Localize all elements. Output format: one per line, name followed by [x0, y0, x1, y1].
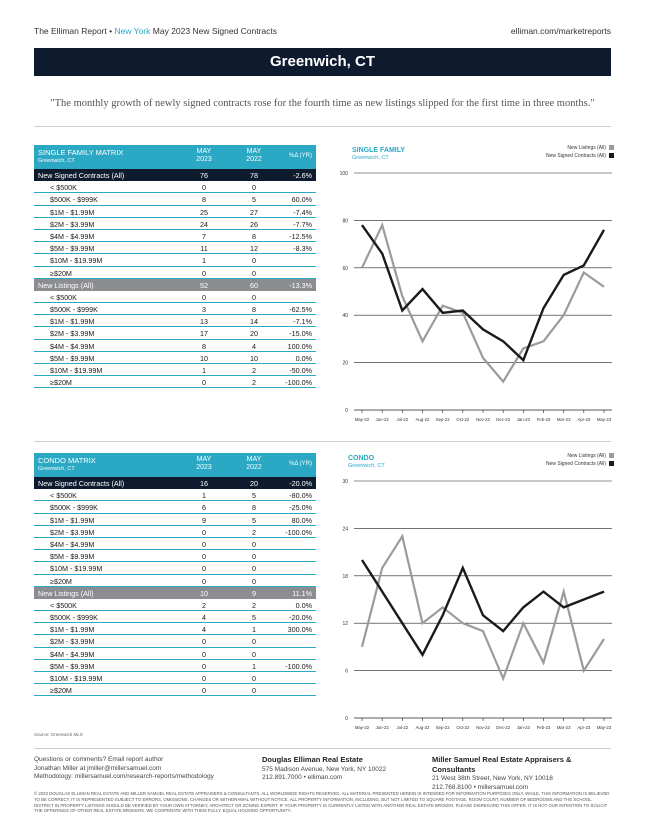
- value-2023: 0: [202, 527, 206, 537]
- value-2023: 16: [200, 479, 208, 488]
- row-label: $2M - $3.99M: [50, 219, 95, 229]
- value-2022: 12: [250, 244, 258, 254]
- col-head-2022: [234, 456, 274, 472]
- x-tick-label: Jun-22: [375, 725, 389, 730]
- value-2022: 2: [252, 527, 256, 537]
- x-tick-label: Feb-23: [536, 417, 551, 422]
- contact-line: Questions or comments? Email report author: [34, 756, 164, 763]
- value-2023: 10: [200, 588, 208, 598]
- value-2023: 6: [202, 503, 206, 513]
- table-row: [34, 489, 316, 501]
- source-note: Source: Greenwich MLS: [34, 732, 83, 737]
- value-pct-change: -100.0%: [285, 527, 312, 537]
- value-2022: 5: [252, 491, 256, 501]
- row-label: < $500K: [50, 183, 77, 193]
- value-2022: 8: [252, 503, 256, 513]
- contact-line[interactable]: Jonathan Miller at jmiller@millersamuel.com: [34, 764, 162, 772]
- table-row: [34, 501, 316, 513]
- x-tick-label: Oct-22: [456, 725, 470, 730]
- value-2023: 3: [202, 305, 206, 315]
- value-2022: 10: [250, 353, 258, 363]
- report-topbar: [34, 26, 611, 40]
- report-city: New York: [114, 26, 151, 36]
- x-tick-label: Sep-22: [435, 417, 450, 422]
- y-tick-label: 80: [342, 218, 348, 225]
- x-tick-label: May-22: [354, 725, 370, 730]
- table-row: [34, 684, 316, 696]
- row-label: ≥$20M: [50, 576, 72, 586]
- value-2022: 0: [252, 256, 256, 266]
- row-label: $500K - $999K: [50, 195, 98, 205]
- row-label: $2M - $3.99M: [50, 637, 95, 647]
- value-pct-change: -7.1%: [293, 317, 312, 327]
- table-row: [34, 562, 316, 574]
- single-family-plot: [334, 145, 614, 430]
- row-label: < $500K: [50, 491, 77, 501]
- legend-label: New Listings (All): [567, 145, 606, 151]
- value-2023: 0: [202, 564, 206, 574]
- value-2023: 8: [202, 341, 206, 351]
- divider: [34, 126, 611, 127]
- value-pct-change: 100.0%: [287, 341, 312, 351]
- x-tick-label: Dec-22: [496, 725, 511, 730]
- chart-title: SINGLE FAMILY: [352, 147, 406, 154]
- value-pct-change: -8.3%: [293, 244, 312, 254]
- row-label: ≥$20M: [50, 686, 72, 696]
- value-2022: 0: [252, 183, 256, 193]
- value-2022: 4: [252, 341, 256, 351]
- y-tick-label: 12: [342, 621, 348, 628]
- row-label: $10M - $19.99M: [50, 564, 103, 574]
- row-label: ≥$20M: [50, 378, 72, 388]
- value-pct-change: 300.0%: [287, 625, 312, 635]
- value-pct-change: -15.0%: [289, 329, 312, 339]
- de-phone[interactable]: 212.891.7000 • elliman.com: [262, 774, 343, 781]
- col-head-2023: [184, 148, 224, 164]
- row-label: $5M - $9.99M: [50, 552, 95, 562]
- row-label: $500K - $999K: [50, 613, 98, 623]
- page-title: Greenwich, CT: [34, 48, 611, 76]
- y-tick-label: 24: [342, 526, 348, 533]
- col-head-2022: [234, 148, 274, 164]
- value-2023: 1: [202, 256, 206, 266]
- table-row: [34, 303, 316, 315]
- row-label: $10M - $19.99M: [50, 674, 103, 683]
- row-label: $1M - $1.99M: [50, 625, 95, 635]
- value-2023: 4: [202, 625, 206, 635]
- table-row: [34, 611, 316, 623]
- x-tick-label: Jan-23: [516, 417, 530, 422]
- value-2022: 0: [252, 576, 256, 586]
- x-tick-label: Jan-23: [516, 725, 530, 730]
- y-tick-label: 6: [345, 668, 348, 675]
- value-2023: 17: [200, 329, 208, 339]
- series-line-new-listings: [362, 225, 604, 382]
- x-tick-label: Apr-23: [577, 417, 591, 422]
- row-label: < $500K: [50, 600, 77, 610]
- value-2022: 0: [252, 564, 256, 574]
- x-tick-label: Aug-22: [415, 725, 430, 730]
- condo-chart: [334, 453, 614, 738]
- value-2023: 0: [202, 649, 206, 659]
- col-head-line: MAY: [196, 456, 212, 463]
- value-2023: 52: [200, 280, 208, 290]
- row-label: $500K - $999K: [50, 305, 98, 315]
- y-tick-label: 18: [342, 573, 348, 580]
- x-tick-label: Oct-22: [456, 417, 470, 422]
- value-2022: 78: [250, 171, 258, 180]
- x-tick-label: Mar-23: [556, 725, 571, 730]
- row-label: $10M - $19.99M: [50, 256, 103, 266]
- table-row: [34, 218, 316, 230]
- table-row: [34, 599, 316, 611]
- matrix-header: [34, 145, 316, 169]
- table-row: [34, 267, 316, 279]
- condo-plot: [334, 453, 614, 738]
- value-2022: 5: [252, 613, 256, 623]
- col-head-line: MAY: [196, 148, 212, 155]
- value-2023: 0: [202, 637, 206, 647]
- value-pct-change: -80.0%: [289, 491, 312, 501]
- de-name: Douglas Elliman Real Estate: [262, 755, 363, 764]
- row-label: $5M - $9.99M: [50, 244, 95, 254]
- value-2022: 0: [252, 539, 256, 549]
- value-2022: 5: [252, 515, 256, 525]
- value-2022: 2: [252, 366, 256, 375]
- value-2023: 1: [202, 491, 206, 501]
- row-label: $4M - $4.99M: [50, 231, 95, 241]
- table-row: [34, 279, 316, 291]
- value-2022: 0: [252, 674, 256, 683]
- row-label: $1M - $1.99M: [50, 515, 95, 525]
- matrix-title: CONDO MATRIX: [38, 456, 96, 465]
- table-row: [34, 327, 316, 339]
- ms-name: Miller Samuel Real Estate Appraisers & Consultants: [432, 755, 572, 774]
- table-row: [34, 242, 316, 254]
- value-2022: 9: [252, 588, 256, 598]
- condo-matrix: [34, 453, 316, 696]
- table-row: [34, 477, 316, 489]
- row-label: $1M - $1.99M: [50, 207, 95, 217]
- value-pct-change: 0.0%: [295, 600, 312, 610]
- row-label: $10M - $19.99M: [50, 366, 103, 375]
- row-label: New Listings (All): [38, 280, 94, 290]
- x-tick-label: Nov-22: [476, 417, 490, 422]
- chart-title: CONDO: [348, 455, 375, 462]
- chart-subtitle: Greenwich, CT: [348, 463, 385, 469]
- row-label: $4M - $4.99M: [50, 649, 95, 659]
- pull-quote: "The monthly growth of newly signed contracts rose for the fourth time as new listings slipped for the first time in three months.": [50, 98, 595, 109]
- matrix-subtitle: Greenwich, CT: [38, 466, 75, 472]
- row-label: ≥$20M: [50, 268, 72, 278]
- single-family-chart: [334, 145, 614, 430]
- value-2022: 0: [252, 649, 256, 659]
- row-label: New Signed Contracts (All): [38, 171, 125, 180]
- row-label: $5M - $9.99M: [50, 661, 95, 671]
- y-tick-label: 60: [342, 265, 348, 272]
- legend-label: New Listings (All): [567, 453, 606, 459]
- value-2022: 0: [252, 686, 256, 696]
- value-2023: 8: [202, 195, 206, 205]
- value-2022: 0: [252, 268, 256, 278]
- col-head-line: 2022: [246, 464, 262, 471]
- value-2023: 9: [202, 515, 206, 525]
- col-head-pct: %Δ (YR): [288, 153, 312, 159]
- table-row: [34, 660, 316, 672]
- value-2022: 1: [252, 661, 256, 671]
- value-pct-change: -62.5%: [289, 305, 312, 315]
- value-2022: 8: [252, 305, 256, 315]
- value-pct-change: -100.0%: [285, 378, 312, 388]
- x-tick-label: Jun-22: [375, 417, 389, 422]
- legend-label: New Signed Contracts (All): [545, 153, 606, 159]
- value-2022: 2: [252, 378, 256, 388]
- table-row: [34, 364, 316, 376]
- x-tick-label: Aug-22: [415, 417, 430, 422]
- value-pct-change: -20.0%: [289, 479, 312, 488]
- row-label: New Listings (All): [38, 588, 94, 598]
- value-2022: 2: [252, 600, 256, 610]
- value-pct-change: -7.4%: [293, 207, 312, 217]
- value-pct-change: -50.0%: [289, 366, 312, 375]
- value-2023: 0: [202, 378, 206, 388]
- table-row: [34, 340, 316, 352]
- row-label: $2M - $3.99M: [50, 527, 95, 537]
- value-pct-change: 80.0%: [291, 515, 312, 525]
- value-2022: 26: [250, 219, 258, 229]
- value-2023: 0: [202, 661, 206, 671]
- table-row: [34, 181, 316, 193]
- legend-label: New Signed Contracts (All): [545, 461, 606, 467]
- col-head-line: MAY: [246, 456, 262, 463]
- value-2022: 0: [252, 637, 256, 647]
- col-head-pct: %Δ (YR): [288, 461, 312, 467]
- legal-disclaimer: © 2023 DOUGLAS ELLIMAN REAL ESTATE AND MILLER SAMUEL REAL ESTATE APPRAISERS & CONSULTANTS. ALL WORLDWIDE RIGHTS RESERVED. ALL MATERIAL PRESENTED HEREIN IS INTENDED FOR INFORMATION PURPOSES ONLY. WHILE, THIS INFORMATION IS BELIEVED TO BE CORRECT, IT IS REPRESENTED SUBJECT TO ERRORS, OMISSIONS, CHANGES OR WITHDRAWAL WITHOUT NOTICE. ALL PROPERTY INFORMATION, INCLUDING, BUT NOT LIMITED TO SQUARE FOOTAGE, ROOM COUNT, NUMBER OF BEDROOMS AND THE SCHOOL DISTRICT IN PROPERTY LISTINGS SHOULD BE VERIFIED BY YOUR OWN ATTORNEY, ARCHITECT OR ZONING EXPERT. IF YOUR PROPERTY IS CURRENTLY LISTED WITH ANOTHER REAL ESTATE BROKER, PLEASE DISREGARD THIS OFFER. IT IS NOT OUR INTENTION TO SOLICIT THE OFFERINGS OF OTHER REAL ESTATE BROKERS. WE COOPERATE WITH THEM FULLY. EQUAL HOUSING OPPORTUNITY.: [34, 791, 610, 814]
- value-2022: 27: [250, 207, 258, 217]
- divider: [34, 441, 611, 442]
- value-2022: 20: [250, 479, 258, 488]
- value-2023: 10: [200, 353, 208, 363]
- chart-subtitle: Greenwich, CT: [352, 155, 389, 161]
- value-2023: 13: [200, 317, 208, 327]
- y-tick-label: 30: [342, 479, 348, 485]
- x-tick-label: May-23: [596, 725, 612, 730]
- table-row: [34, 193, 316, 205]
- row-label: $4M - $4.99M: [50, 341, 95, 351]
- x-tick-label: Jul-22: [396, 417, 409, 422]
- table-row: [34, 352, 316, 364]
- de-address: 575 Madison Avenue, New York, NY 10022: [262, 765, 387, 773]
- report-suffix: May 2023 New Signed Contracts: [152, 26, 278, 36]
- row-label: $1M - $1.99M: [50, 317, 95, 327]
- table-row: [34, 648, 316, 660]
- y-tick-label: 100: [339, 171, 348, 177]
- footer-miller-samuel: [432, 756, 611, 792]
- y-tick-label: 0: [345, 408, 348, 414]
- table-row: [34, 538, 316, 550]
- value-2023: 0: [202, 576, 206, 586]
- value-2023: 2: [202, 600, 206, 610]
- table-row: [34, 672, 316, 684]
- value-pct-change: -25.0%: [289, 503, 312, 513]
- table-row: [34, 623, 316, 635]
- value-2023: 25: [200, 207, 208, 217]
- x-tick-label: Dec-22: [496, 417, 511, 422]
- value-pct-change: 0.0%: [295, 353, 312, 363]
- footer-contact: [34, 756, 214, 782]
- row-label: $4M - $4.99M: [50, 539, 95, 549]
- table-row: [34, 376, 316, 388]
- value-pct-change: -2.6%: [293, 171, 312, 180]
- value-2022: 8: [252, 231, 256, 241]
- divider: [34, 748, 611, 749]
- value-2022: 0: [252, 552, 256, 562]
- value-2023: 24: [200, 219, 208, 229]
- x-tick-label: Sep-22: [435, 725, 450, 730]
- value-2023: 1: [202, 366, 206, 375]
- series-line-new-signed-contracts: [362, 225, 604, 360]
- x-tick-label: Nov-22: [476, 725, 490, 730]
- x-tick-label: May-22: [354, 417, 370, 422]
- value-2023: 0: [202, 183, 206, 193]
- table-row: [34, 526, 316, 538]
- row-label: $2M - $3.99M: [50, 329, 95, 339]
- value-pct-change: -7.7%: [293, 219, 312, 229]
- value-2023: 0: [202, 292, 206, 302]
- value-2023: 4: [202, 613, 206, 623]
- table-row: [34, 587, 316, 599]
- y-tick-label: 40: [342, 313, 348, 320]
- value-2022: 1: [252, 625, 256, 635]
- value-2022: 5: [252, 195, 256, 205]
- x-tick-label: Jul-22: [396, 725, 409, 730]
- table-row: [34, 514, 316, 526]
- value-2022: 60: [250, 280, 258, 290]
- ms-address: 21 West 38th Street, New York, NY 10018: [432, 775, 553, 782]
- series-line-new-listings: [362, 536, 604, 678]
- value-2022: 14: [250, 317, 258, 327]
- value-2022: 20: [250, 329, 258, 339]
- y-tick-label: 20: [342, 360, 348, 367]
- value-pct-change: 11.1%: [292, 588, 312, 598]
- x-tick-label: Apr-23: [577, 725, 591, 730]
- value-2023: 0: [202, 552, 206, 562]
- table-row: [34, 315, 316, 327]
- value-pct-change: 60.0%: [291, 195, 312, 205]
- value-2023: 7: [202, 231, 206, 241]
- footer-douglas-elliman: [262, 756, 386, 783]
- value-2022: 0: [252, 292, 256, 302]
- col-head-line: 2022: [246, 156, 262, 163]
- site-link[interactable]: elliman.com/marketreports: [510, 26, 611, 36]
- value-2023: 76: [200, 171, 208, 180]
- table-row: [34, 254, 316, 266]
- row-label: < $500K: [50, 292, 77, 302]
- table-row: [34, 206, 316, 218]
- report-prefix: The Elliman Report •: [34, 26, 113, 36]
- col-head-2023: [184, 456, 224, 472]
- y-tick-label: 0: [345, 716, 348, 722]
- contact-line[interactable]: Methodology: millersamuel.com/research-reports/methodology: [34, 773, 214, 780]
- table-row: [34, 169, 316, 181]
- single-family-matrix: [34, 145, 316, 388]
- value-pct-change: -100.0%: [285, 661, 312, 671]
- x-tick-label: Mar-23: [556, 417, 571, 422]
- row-label: $500K - $999K: [50, 503, 98, 513]
- row-label: $5M - $9.99M: [50, 353, 95, 363]
- matrix-title: SINGLE FAMILY MATRIX: [38, 148, 124, 157]
- value-2023: 0: [202, 686, 206, 696]
- matrix-subtitle: Greenwich, CT: [38, 158, 75, 164]
- table-row: [34, 291, 316, 303]
- x-tick-label: May-23: [596, 417, 612, 422]
- table-row: [34, 550, 316, 562]
- value-2023: 0: [202, 539, 206, 549]
- table-row: [34, 635, 316, 647]
- value-pct-change: -20.0%: [289, 613, 312, 623]
- x-tick-label: Feb-23: [536, 725, 551, 730]
- value-2023: 11: [200, 244, 208, 254]
- report-name: [34, 26, 277, 36]
- col-head-line: 2023: [196, 156, 212, 163]
- table-row: [34, 230, 316, 242]
- col-head-line: MAY: [246, 148, 262, 155]
- matrix-header: [34, 453, 316, 477]
- row-label: New Signed Contracts (All): [38, 479, 125, 488]
- value-2023: 0: [202, 268, 206, 278]
- table-row: [34, 575, 316, 587]
- value-2023: 0: [202, 674, 206, 683]
- ms-phone[interactable]: 212.768.8100 • millersamuel.com: [432, 783, 529, 791]
- col-head-line: 2023: [196, 464, 212, 471]
- value-pct-change: -12.5%: [289, 231, 312, 241]
- value-pct-change: -13.3%: [289, 280, 312, 290]
